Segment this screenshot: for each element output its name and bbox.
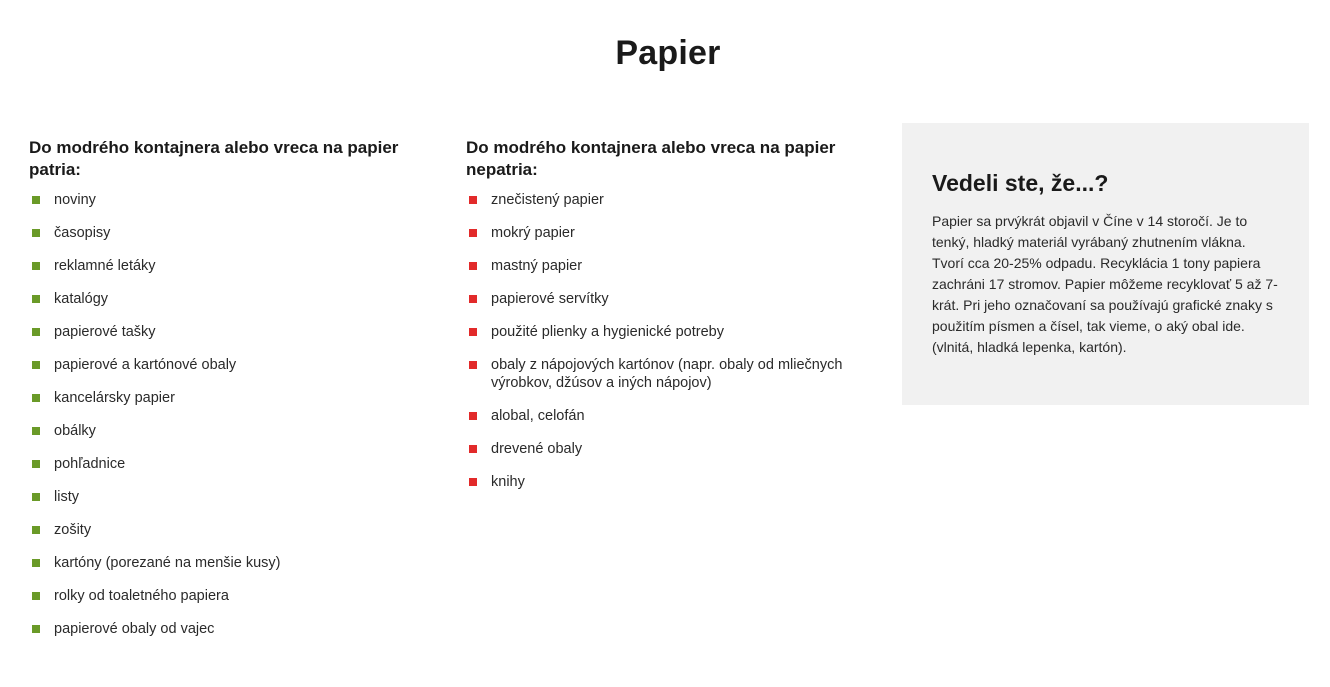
green-square-bullet-icon bbox=[32, 262, 40, 270]
list-item-label: noviny bbox=[54, 192, 96, 208]
list-item bbox=[29, 356, 429, 374]
list-item bbox=[466, 224, 866, 242]
list-item-label: papierové servítky bbox=[491, 291, 609, 307]
list-item-label: drevené obaly bbox=[491, 441, 583, 457]
list-item bbox=[29, 224, 429, 242]
belongs-column bbox=[29, 137, 429, 653]
list-item bbox=[466, 323, 866, 341]
red-square-bullet-icon bbox=[469, 229, 477, 237]
not-belongs-list bbox=[466, 191, 866, 491]
green-square-bullet-icon bbox=[32, 427, 40, 435]
list-item bbox=[29, 290, 429, 308]
list-item-label: alobal, celofán bbox=[491, 408, 585, 424]
list-item bbox=[29, 521, 429, 539]
green-square-bullet-icon bbox=[32, 526, 40, 534]
list-item bbox=[29, 488, 429, 506]
list-item bbox=[29, 620, 429, 638]
green-square-bullet-icon bbox=[32, 559, 40, 567]
list-item-label: reklamné letáky bbox=[54, 258, 156, 274]
list-item-label: kartóny (porezané na menšie kusy) bbox=[54, 555, 281, 571]
list-item-label: listy bbox=[54, 489, 79, 505]
not-belongs-heading: Do modrého kontajnera alebo vreca na papier nepatria: bbox=[466, 138, 836, 179]
green-square-bullet-icon bbox=[32, 460, 40, 468]
belongs-heading: Do modrého kontajnera alebo vreca na papier patria: bbox=[29, 138, 399, 179]
list-item-label: katalógy bbox=[54, 291, 109, 307]
red-square-bullet-icon bbox=[469, 478, 477, 486]
list-item-label: kancelársky papier bbox=[54, 390, 175, 406]
red-square-bullet-icon bbox=[469, 412, 477, 420]
list-item bbox=[29, 587, 429, 605]
list-item bbox=[29, 191, 429, 209]
green-square-bullet-icon bbox=[32, 196, 40, 204]
list-item-label: mastný papier bbox=[491, 258, 583, 274]
list-item bbox=[466, 473, 866, 491]
did-you-know-text: Papier sa prvýkrát objavil v Číne v 14 storočí. Je to tenký, hladký materiál vyrábaný zhutnením vlákna. Tvorí cca 20-25% odpadu. Recyklácia 1 tony papiera zachráni 17 stromov. Papier môžeme recyklovať 5 až 7-krát. Pri jeho označovaní sa používajú grafické znaky s použitím písmen a čísel, tak vieme, o aký obal ide. (vlnitá, hladká lepenka, kartón). bbox=[932, 213, 1278, 355]
green-square-bullet-icon bbox=[32, 295, 40, 303]
did-you-know-title: Vedeli ste, že...? bbox=[932, 170, 1109, 196]
red-square-bullet-icon bbox=[469, 262, 477, 270]
belongs-list bbox=[29, 191, 429, 638]
green-square-bullet-icon bbox=[32, 394, 40, 402]
list-item-label: papierové a kartónové obaly bbox=[54, 357, 237, 373]
list-item-label: mokrý papier bbox=[491, 225, 575, 241]
green-square-bullet-icon bbox=[32, 361, 40, 369]
list-item-label: časopisy bbox=[54, 225, 111, 241]
list-item bbox=[29, 323, 429, 341]
red-square-bullet-icon bbox=[469, 196, 477, 204]
green-square-bullet-icon bbox=[32, 328, 40, 336]
did-you-know-box bbox=[902, 123, 1309, 405]
page-title: Papier bbox=[615, 34, 721, 72]
green-square-bullet-icon bbox=[32, 229, 40, 237]
list-item-label: obálky bbox=[54, 423, 96, 439]
green-square-bullet-icon bbox=[32, 625, 40, 633]
list-item-label: zošity bbox=[54, 522, 92, 538]
list-item-label: papierové obaly od vajec bbox=[54, 621, 215, 637]
green-square-bullet-icon bbox=[32, 493, 40, 501]
red-square-bullet-icon bbox=[469, 328, 477, 336]
list-item bbox=[29, 389, 429, 407]
list-item bbox=[29, 455, 429, 473]
list-item bbox=[466, 257, 866, 275]
red-square-bullet-icon bbox=[469, 445, 477, 453]
red-square-bullet-icon bbox=[469, 295, 477, 303]
list-item-label: knihy bbox=[491, 474, 525, 490]
list-item bbox=[29, 257, 429, 275]
list-item-label: obaly z nápojových kartónov (napr. obaly od mliečnych výrobkov, džúsov a iných nápojov) bbox=[491, 357, 843, 391]
list-item bbox=[466, 440, 866, 458]
list-item-label: pohľadnice bbox=[54, 456, 126, 472]
list-item-label: papierové tašky bbox=[54, 324, 156, 340]
list-item-label: znečistený papier bbox=[491, 192, 604, 208]
list-item bbox=[466, 191, 866, 209]
list-item-label: rolky od toaletného papiera bbox=[54, 588, 229, 604]
list-item bbox=[466, 407, 866, 425]
list-item bbox=[466, 290, 866, 308]
red-square-bullet-icon bbox=[469, 361, 477, 369]
not-belongs-column bbox=[466, 137, 866, 506]
list-item bbox=[29, 422, 429, 440]
list-item bbox=[29, 554, 429, 572]
list-item-label: použité plienky a hygienické potreby bbox=[491, 324, 724, 340]
list-item bbox=[466, 356, 866, 392]
green-square-bullet-icon bbox=[32, 592, 40, 600]
